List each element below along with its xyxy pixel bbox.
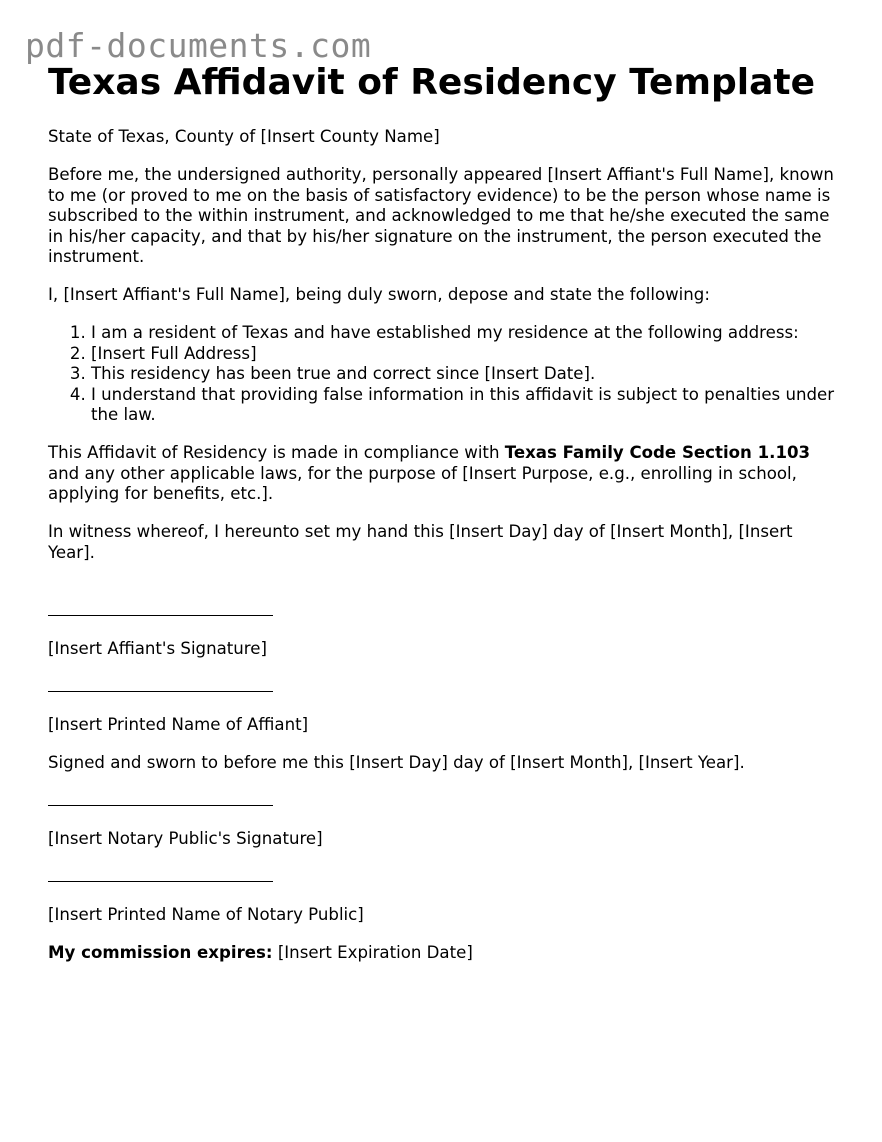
intro-paragraph: Before me, the undersigned authority, personally appeared [Insert Affiant's Full Name], known to me (or proved to me on the basis of satisfactory evidence) to be the person whose name is subscribed to the within instrument, and acknowledged to me that he/she executed the same in his/her capacity, and that by his/her signature on the instrument, the person executed the instrument. bbox=[48, 165, 834, 266]
notary-printed-name-line bbox=[48, 867, 838, 888]
spacer bbox=[48, 581, 838, 602]
notary-printed-name-label: [Insert Printed Name of Notary Public] bbox=[48, 905, 364, 924]
notary-signature-line bbox=[48, 791, 838, 812]
statement-item: 4. I understand that providing false information in this affidavit is subject to penalties under the law. bbox=[91, 385, 838, 426]
affiant-signature-label: [Insert Affiant's Signature] bbox=[48, 639, 267, 658]
statement-item: 2. [Insert Full Address] bbox=[91, 344, 838, 365]
sworn-before-line: Signed and sworn to before me this [Insert Day] day of [Insert Month], [Insert Year]. bbox=[48, 753, 745, 772]
watermark: pdf-documents.com bbox=[25, 26, 372, 65]
sworn-statement: I, [Insert Affiant's Full Name], being duly sworn, depose and state the following: bbox=[48, 285, 710, 304]
affiant-printed-name-line bbox=[48, 677, 838, 698]
statement-list bbox=[48, 323, 838, 426]
compliance-code-reference: Texas Family Code Section 1.103 bbox=[504, 443, 811, 462]
notary-signature-label: [Insert Notary Public's Signature] bbox=[48, 829, 323, 848]
statement-item: 3. This residency has been true and correct since [Insert Date]. bbox=[91, 364, 838, 385]
commission-label: My commission expires: bbox=[48, 943, 273, 962]
document-body bbox=[48, 127, 838, 981]
affiant-signature-line bbox=[48, 601, 838, 622]
state-county-line: State of Texas, County of [Insert County Name] bbox=[48, 127, 440, 146]
affiant-printed-name-label: [Insert Printed Name of Affiant] bbox=[48, 715, 309, 734]
compliance-prefix: This Affidavit of Residency is made in compliance with bbox=[48, 443, 505, 462]
witness-line: In witness whereof, I hereunto set my hand this [Insert Day] day of [Insert Month], [Insert Year]. bbox=[48, 522, 793, 562]
compliance-paragraph bbox=[48, 443, 838, 505]
document-title: Texas Affidavit of Residency Template bbox=[48, 62, 816, 103]
compliance-suffix: and any other applicable laws, for the purpose of [Insert Purpose, e.g., enrolling in school, applying for benefits, etc.]. bbox=[48, 463, 797, 503]
commission-expiry bbox=[48, 943, 838, 964]
commission-value: [Insert Expiration Date] bbox=[277, 943, 473, 962]
statement-item: 1. I am a resident of Texas and have established my residence at the following address: bbox=[91, 323, 838, 344]
